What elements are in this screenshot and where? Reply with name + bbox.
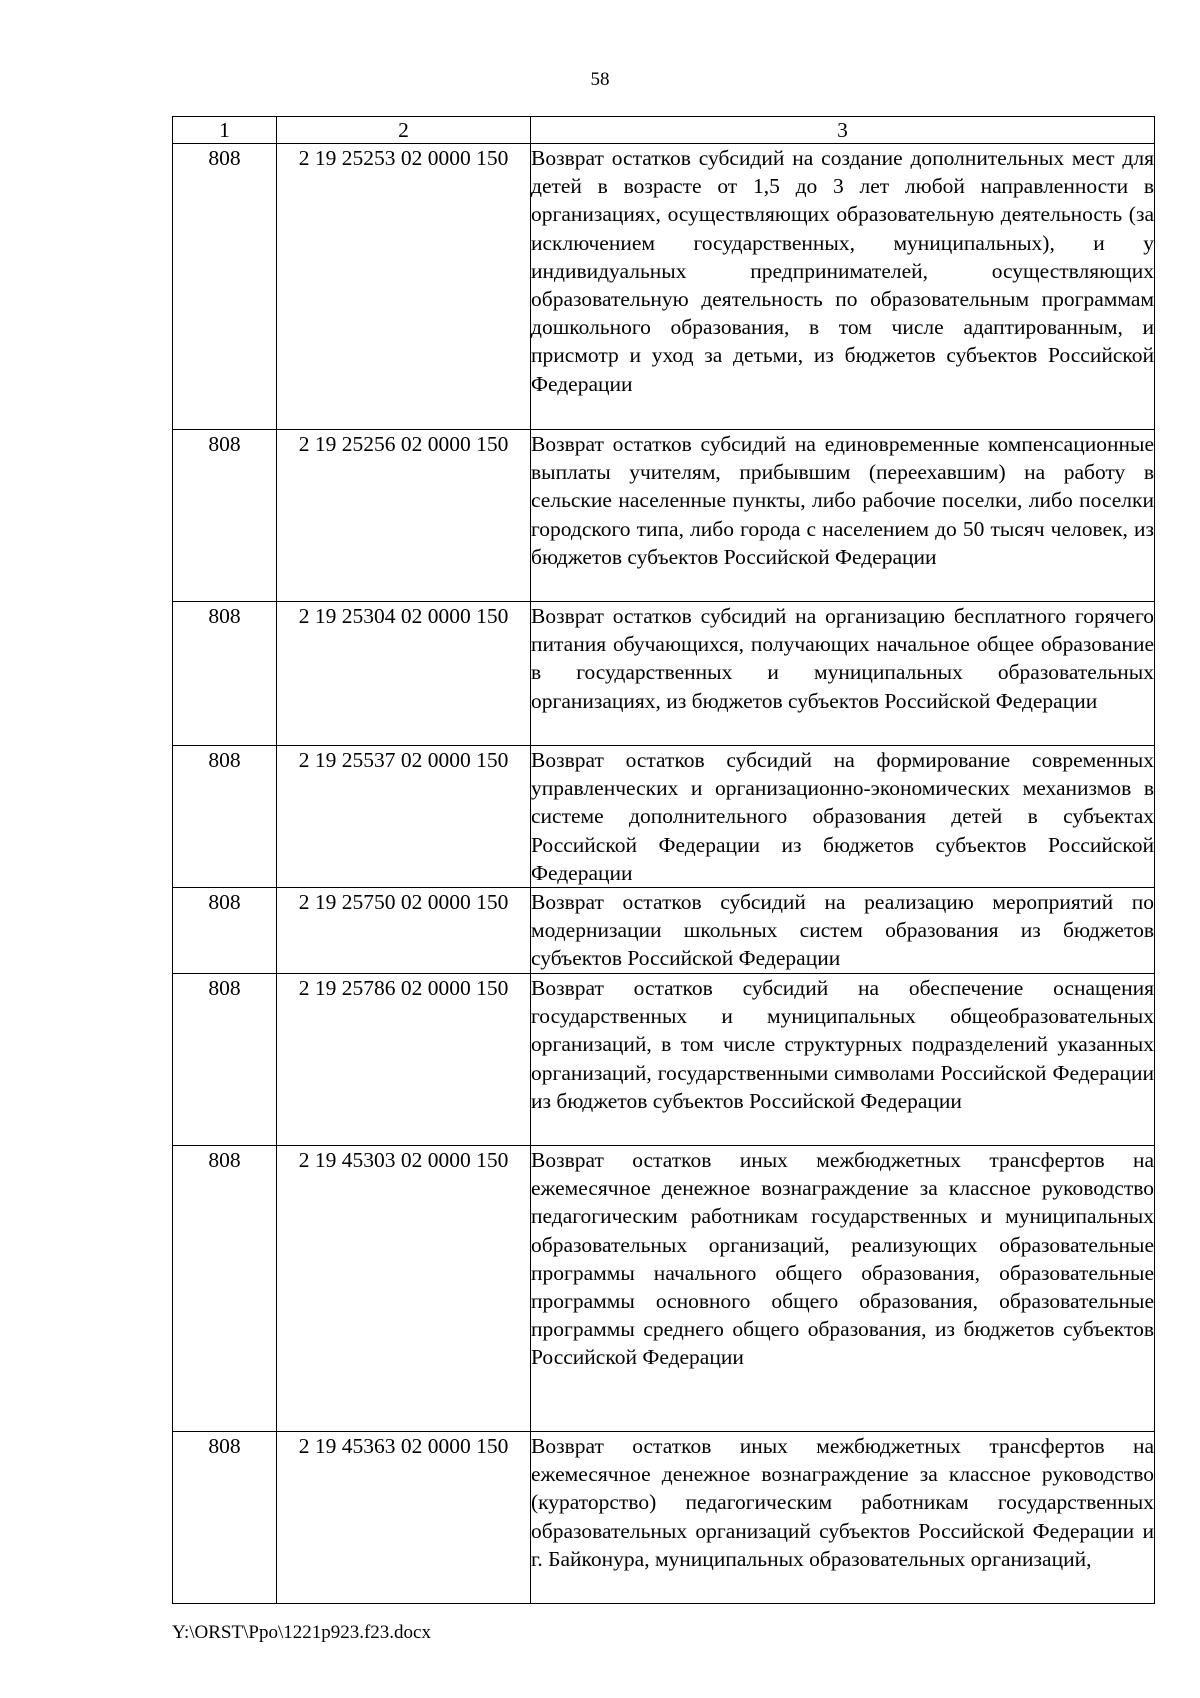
footer-file-path: Y:\ORST\Ppo\1221p923.f23.docx	[172, 1622, 431, 1643]
budget-code-cell: 2 19 25304 02 0000 150	[277, 602, 531, 746]
table-row	[173, 746, 1155, 888]
admin-code-cell: 808	[173, 974, 277, 1146]
admin-code-cell: 808	[173, 888, 277, 974]
budget-code-cell: 2 19 25786 02 0000 150	[277, 974, 531, 1146]
header-col-2: 2	[277, 117, 531, 144]
table-row	[173, 1432, 1155, 1604]
table-header	[173, 117, 1155, 144]
description-cell: Возврат остатков субсидий на обеспечение оснащения государственных и муниципальных общеобразовательных организаций, в том числе структурных подразделений указанных организаций, государственными символами Российской Федерации из бюджетов субъектов Российской Федерации	[531, 974, 1155, 1146]
table-row	[173, 430, 1155, 602]
page-number: 58	[590, 69, 610, 90]
budget-code-cell: 2 19 25256 02 0000 150	[277, 430, 531, 602]
table-row	[173, 144, 1155, 430]
description-cell: Возврат остатков субсидий на создание дополнительных мест для детей в возрасте от 1,5 до 3 лет любой направленности в организациях, осуществляющих образовательную деятельность (за исключением государственных, муниципальных), и у индивидуальных предпринимателей, осуществляющих образовательную деятельность по образовательным программам дошкольного образования, в том числе адаптированным, и присмотр и уход за детьми, из бюджетов субъектов Российской Федерации	[531, 144, 1155, 430]
budget-code-cell: 2 19 45303 02 0000 150	[277, 1146, 531, 1432]
description-cell: Возврат остатков субсидий на формирование современных управленческих и организационно-экономических механизмов в системе дополнительного образования детей в субъектах Российской Федерации из бюджетов субъектов Российской Федерации	[531, 746, 1155, 888]
admin-code-cell: 808	[173, 1432, 277, 1604]
table-row	[173, 974, 1155, 1146]
description-cell: Возврат остатков субсидий на единовременные компенсационные выплаты учителям, прибывшим (переехавшим) на работу в сельские населенные пункты, либо рабочие поселки, либо поселки городского типа, либо города с населением до 50 тысяч человек, из бюджетов субъектов Российской Федерации	[531, 430, 1155, 602]
table-body	[173, 144, 1155, 1604]
admin-code-cell: 808	[173, 430, 277, 602]
description-cell: Возврат остатков субсидий на реализацию мероприятий по модернизации школьных систем образования из бюджетов субъектов Российской Федерации	[531, 888, 1155, 974]
header-col-1: 1	[173, 117, 277, 144]
admin-code-cell: 808	[173, 144, 277, 430]
table-row	[173, 888, 1155, 974]
header-row	[173, 117, 1155, 144]
description-cell: Возврат остатков иных межбюджетных трансфертов на ежемесячное денежное вознаграждение за классное руководство педагогическим работникам государственных и муниципальных образовательных организаций, реализующих образовательные программы начального общего образования, образовательные программы основного общего образования, образовательные программы среднего общего образования, из бюджетов субъектов Российской Федерации	[531, 1146, 1155, 1432]
description-cell: Возврат остатков иных межбюджетных трансфертов на ежемесячное денежное вознаграждение за классное руководство (кураторство) педагогическим работникам государственных образовательных организаций субъектов Российской Федерации и г. Байконура, муниципальных образовательных организаций,	[531, 1432, 1155, 1604]
budget-codes-table	[172, 116, 1155, 1604]
budget-code-cell: 2 19 45363 02 0000 150	[277, 1432, 531, 1604]
header-col-3: 3	[531, 117, 1155, 144]
budget-code-cell: 2 19 25253 02 0000 150	[277, 144, 531, 430]
admin-code-cell: 808	[173, 1146, 277, 1432]
admin-code-cell: 808	[173, 602, 277, 746]
table-row	[173, 602, 1155, 746]
description-cell: Возврат остатков субсидий на организацию бесплатного горячего питания обучающихся, получающих начальное общее образование в государственных и муниципальных образовательных организациях, из бюджетов субъектов Российской Федерации	[531, 602, 1155, 746]
admin-code-cell: 808	[173, 746, 277, 888]
table-row	[173, 1146, 1155, 1432]
budget-code-cell: 2 19 25750 02 0000 150	[277, 888, 531, 974]
budget-code-cell: 2 19 25537 02 0000 150	[277, 746, 531, 888]
